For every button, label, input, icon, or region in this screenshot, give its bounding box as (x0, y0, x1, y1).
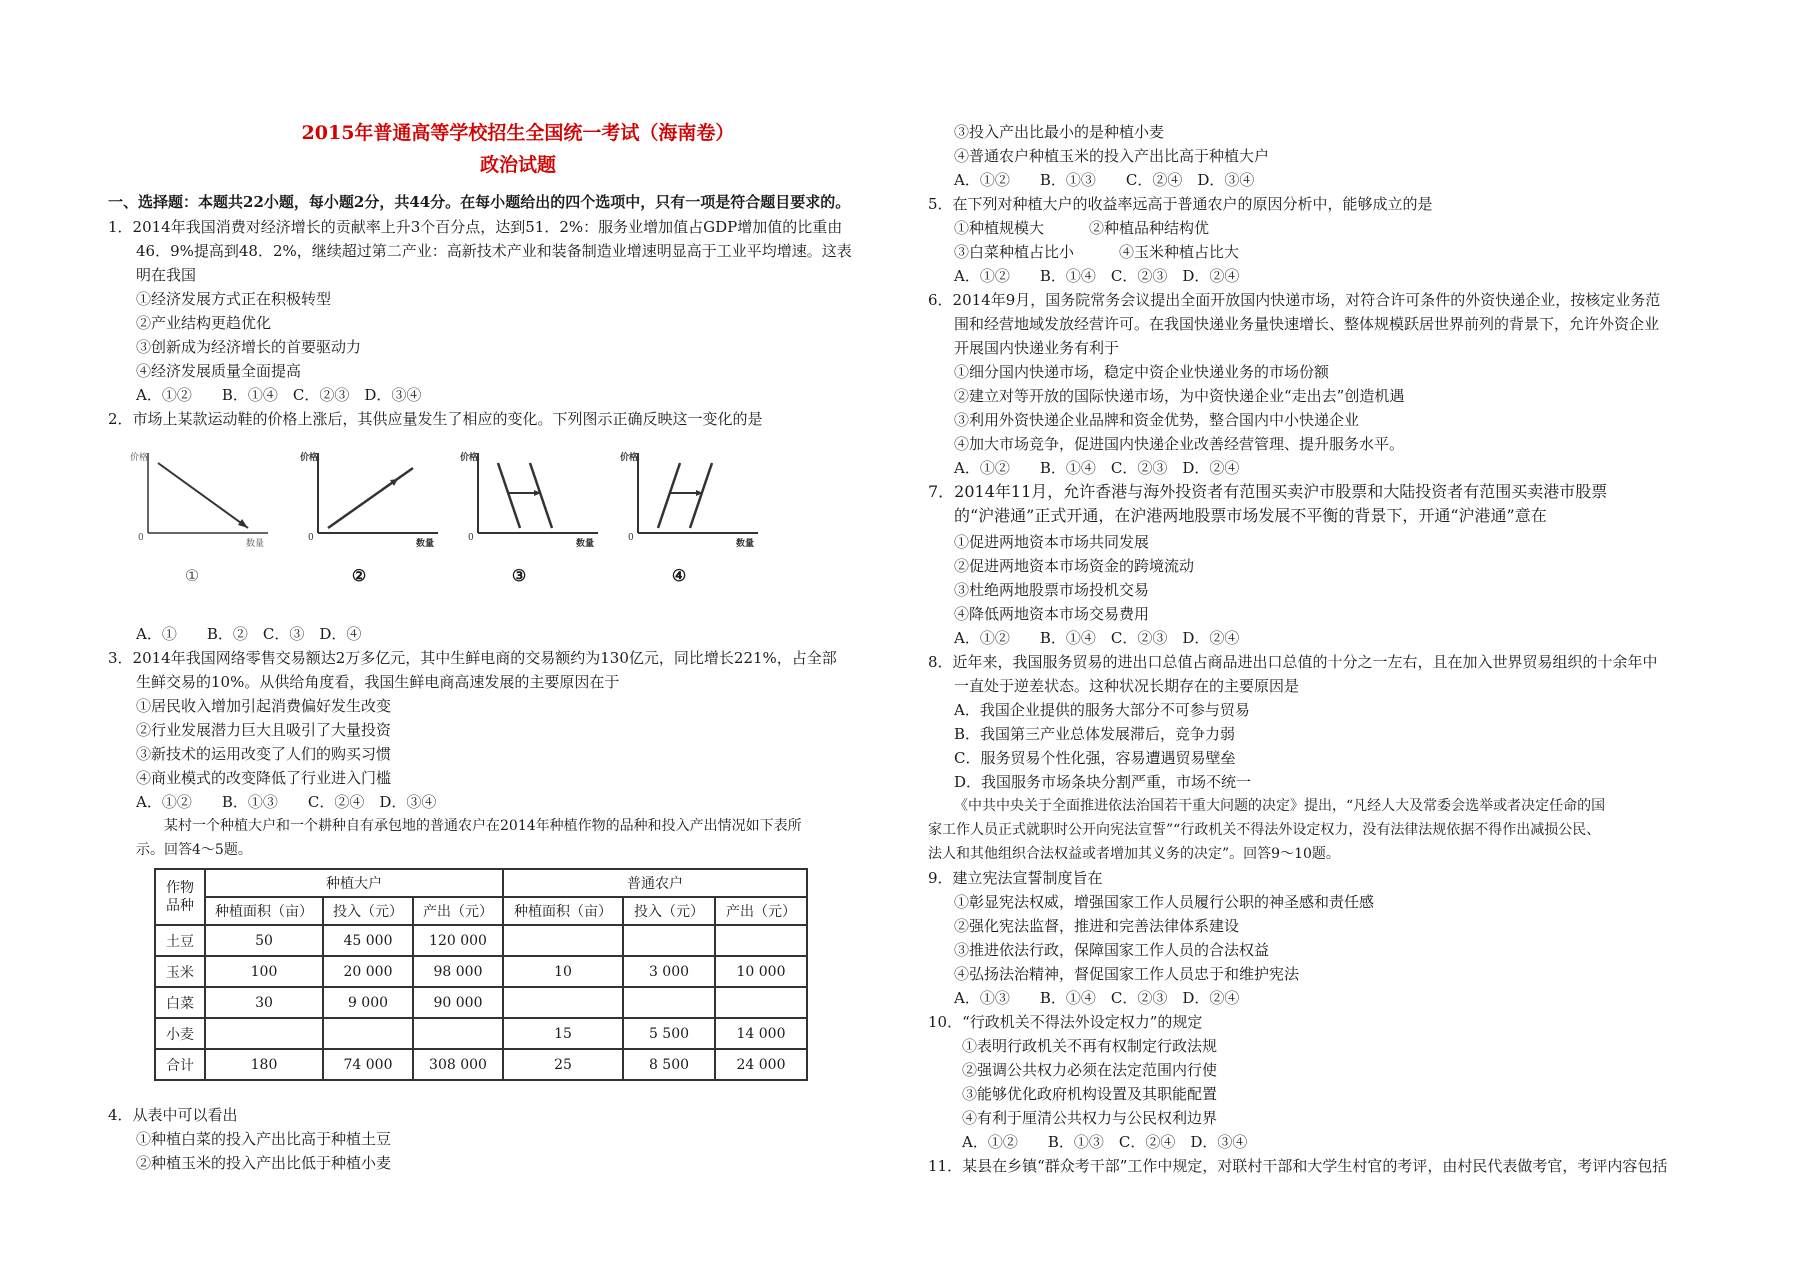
graph-4-origin: 0 (628, 533, 634, 543)
intro-9-10-line1: 《中共中央关于全面推进依法治国若干重大问题的决定》提出，“凡经人大及常委会选举或者决定任命的国 (954, 798, 1606, 814)
table-cell: 20 000 (323, 956, 413, 987)
table-col-2: 投入（元） (323, 897, 413, 925)
intro-9-10-line3: 法人和其他组织合法权益或者增加其义务的决定”。回答9～10题。 (928, 846, 1340, 862)
table-col-6: 产出（元） (715, 897, 807, 925)
q8-option-a: A．我国企业提供的服务大部分不可参与贸易 (954, 701, 1250, 719)
table-cell: 24 000 (715, 1049, 807, 1080)
q2-answers: A．① B．② C．③ D．④ (136, 625, 362, 643)
q8-stem-line2: 一直处于逆差状态。这种状况长期存在的主要原因是 (954, 677, 1300, 695)
intro-9-10-line2: 家工作人员正式就职时公开向宪法宣誓”“行政机关不得法外设定权力，没有法律法规依据不得作出减损公民、 (928, 822, 1601, 838)
q7-stem-line1: 7．2014年11月，允许香港与海外投资者有范围买卖沪市股票和大陆投资者有范围买卖港市股票 (928, 482, 1608, 501)
table-cell (623, 925, 715, 956)
table-cell: 90 000 (413, 987, 503, 1018)
q6-answers: A．①② B．①④ C．②③ D．②④ (954, 459, 1240, 477)
table-cell: 玉米 (155, 956, 205, 987)
q7-answers: A．①② B．①④ C．②③ D．②④ (954, 629, 1240, 647)
q9-option-4: ④弘扬法治精神，督促国家工作人员忠于和维护宪法 (954, 965, 1300, 983)
graph-3-price-label: 价格 (460, 453, 479, 463)
q1-stem-line3: 明在我国 (136, 266, 197, 284)
table-col-1: 种植面积（亩） (205, 897, 323, 925)
table-cell: 3 000 (623, 956, 715, 987)
q8-option-d: D．我国服务市场条块分割严重，市场不统一 (954, 773, 1252, 791)
table-cell: 45 000 (323, 925, 413, 956)
table-cell (503, 925, 623, 956)
graph-2-origin: 0 (308, 533, 314, 543)
table-group-2: 普通农户 (503, 869, 807, 897)
q1-option-2: ②产业结构更趋优化 (136, 314, 272, 332)
table-cell: 5 500 (623, 1018, 715, 1049)
graph-4-label: ④ (671, 566, 687, 585)
table-cell: 180 (205, 1049, 323, 1080)
q10-option-2: ②强调公共权力必须在法定范围内行使 (962, 1061, 1218, 1079)
graph-1-origin: 0 (138, 533, 144, 543)
table-col-3: 产出（元） (413, 897, 503, 925)
graph-3 (458, 448, 608, 548)
table-cell (205, 1018, 323, 1049)
table-row (155, 1049, 807, 1080)
table-row (155, 925, 807, 956)
q9-option-3: ③推进依法行政，保障国家工作人员的合法权益 (954, 941, 1270, 959)
q1-answers: A．①② B．①④ C．②③ D．③④ (136, 386, 422, 404)
graph-1 (128, 448, 278, 548)
q5-answers: A．①② B．①④ C．②③ D．②④ (954, 267, 1240, 285)
graph-1-label: ① (184, 566, 200, 585)
table-cell (503, 987, 623, 1018)
table-row (155, 987, 807, 1018)
q6-stem-line2: 围和经营地域发放经营许可。在我国快递业务量快速增长、整体规模跃居世界前列的背景下，允许外资企业 (954, 315, 1660, 333)
table-cell: 308 000 (413, 1049, 503, 1080)
q5-options-line2: ③白菜种植占比小 ④玉米种植占比大 (954, 243, 1240, 261)
q4-option-2: ②种植玉米的投入产出比低于种植小麦 (136, 1154, 392, 1172)
table-cell: 74 000 (323, 1049, 413, 1080)
q7-option-3: ③杜绝两地股票市场投机交易 (954, 581, 1150, 599)
q1-option-1: ①经济发展方式正在积极转型 (136, 290, 332, 308)
q7-option-4: ④降低两地资本市场交易费用 (954, 605, 1150, 623)
q10-option-3: ③能够优化政府机构设置及其职能配置 (962, 1085, 1218, 1103)
table-cell: 10 000 (715, 956, 807, 987)
table-row (155, 1018, 807, 1049)
q8-stem-line1: 8．近年来，我国服务贸易的进出口总值占商品进出口总值的十分之一左右，且在加入世界贸易组织的十余年中 (928, 653, 1658, 671)
q9-option-1: ①彰显宪法权威，增强国家工作人员履行公职的神圣感和责任感 (954, 893, 1375, 911)
q1-option-3: ③创新成为经济增长的首要驱动力 (136, 338, 362, 356)
table-group-1: 种植大户 (205, 869, 503, 897)
table-cell: 30 (205, 987, 323, 1018)
q6-stem-line1: 6．2014年9月，国务院常务会议提出全面开放国内快递市场，对符合许可条件的外资快递企业，按核定业务范 (928, 291, 1661, 309)
q9-option-2: ②强化宪法监督，推进和完善法律体系建设 (954, 917, 1240, 935)
q3-stem-line2: 生鲜交易的10%。从供给角度看，我国生鲜电商高速发展的主要原因在于 (136, 673, 620, 691)
table-cell (413, 1018, 503, 1049)
table-col-5: 投入（元） (623, 897, 715, 925)
table-cell (715, 925, 807, 956)
q3-answers: A．①② B．①③ C．②④ D．③④ (136, 793, 437, 811)
table-corner (155, 869, 205, 925)
graph-1-qty-label: 数量 (246, 539, 265, 548)
table-cell: 14 000 (715, 1018, 807, 1049)
q3-option-3: ③新技术的运用改变了人们的购买习惯 (136, 745, 392, 763)
q1-option-4: ④经济发展质量全面提高 (136, 362, 302, 380)
q4-stem: 4．从表中可以看出 (108, 1106, 238, 1124)
table-cell: 小麦 (155, 1018, 205, 1049)
q1-stem-line1: 1．2014年我国消费对经济增长的贡献率上升3个百分点，达到51．2%：服务业增加值占GDP增加值的比重由 (108, 218, 843, 236)
q11-stem: 11．某县在乡镇“群众考干部”工作中规定，对联村干部和大学生村官的考评，由村民代表做考官，考评内容包括 (928, 1157, 1668, 1175)
q3-stem-line1: 3．2014年我国网络零售交易额达2万多亿元，其中生鲜电商的交易额约为130亿元，同比增长221%，占全部 (108, 649, 837, 667)
q6-option-1: ①细分国内快递市场，稳定中资企业快递业务的市场份额 (954, 363, 1330, 381)
q5-options-line1: ①种植规模大 ②种植品种结构优 (954, 219, 1210, 237)
graph-3-label: ③ (511, 566, 527, 585)
graph-4-price-label: 价格 (620, 453, 639, 463)
table-cell: 9 000 (323, 987, 413, 1018)
table-cell (323, 1018, 413, 1049)
graph-3-qty-label: 数量 (576, 539, 595, 548)
graph-4 (618, 448, 768, 548)
table-cell: 8 500 (623, 1049, 715, 1080)
intro-4-5-line1: 某村一个种植大户和一个耕种自有承包地的普通农户在2014年种植作物的品种和投入产出情况如下表所 (164, 818, 802, 834)
q10-option-4: ④有利于厘清公共权力与公民权利边界 (962, 1109, 1218, 1127)
q7-option-2: ②促进两地资本市场资金的跨境流动 (954, 557, 1195, 575)
q6-option-3: ③利用外资快递企业品牌和资金优势，整合国内中小快递企业 (954, 411, 1360, 429)
q4-option-4: ④普通农户种植玉米的投入产出比高于种植大户 (954, 147, 1270, 165)
q7-stem-line2: 的“沪港通”正式开通，在沪港两地股票市场发展不平衡的背景下，开通“沪港通”意在 (954, 506, 1547, 525)
q3-option-4: ④商业模式的改变降低了行业进入门槛 (136, 769, 392, 787)
q2-graphs (128, 448, 848, 598)
q4-option-3: ③投入产出比最小的是种植小麦 (954, 123, 1165, 141)
q9-answers: A．①③ B．①④ C．②③ D．②④ (954, 989, 1240, 1007)
q8-option-c: C．服务贸易个性化强，容易遭遇贸易壁垒 (954, 749, 1236, 767)
graph-3-origin: 0 (468, 533, 474, 543)
graph-1-price-label: 价格 (130, 453, 149, 463)
crop-table (154, 868, 808, 1081)
table-cell: 10 (503, 956, 623, 987)
table-cell: 15 (503, 1018, 623, 1049)
graph-2-price-label: 价格 (300, 453, 319, 463)
table-cell: 98 000 (413, 956, 503, 987)
q7-option-1: ①促进两地资本市场共同发展 (954, 533, 1150, 551)
table-cell (623, 987, 715, 1018)
q4-answers: A．①② B．①③ C．②④ D．③④ (954, 171, 1255, 189)
table-corner-bottom: 品种 (166, 898, 194, 914)
q5-stem: 5．在下列对种植大户的收益率远高于普通农户的原因分析中，能够成立的是 (928, 195, 1433, 213)
q10-stem: 10．“行政机关不得法外设定权力”的规定 (928, 1013, 1203, 1031)
q6-option-4: ④加大市场竞争，促进国内快递企业改善经营管理、提升服务水平。 (954, 435, 1405, 453)
q6-stem-line3: 开展国内快递业务有利于 (954, 339, 1120, 357)
table-col-4: 种植面积（亩） (503, 897, 623, 925)
q1-stem-line2: 46．9%提高到48．2%，继续超过第二产业：高新技术产业和装备制造业增速明显高于工业平均增速。这表 (136, 242, 852, 260)
q10-option-1: ①表明行政机关不再有权制定行政法规 (962, 1037, 1218, 1055)
q4-option-1: ①种植白菜的投入产出比高于种植土豆 (136, 1130, 392, 1148)
q3-option-2: ②行业发展潜力巨大且吸引了大量投资 (136, 721, 392, 739)
graph-4-qty-label: 数量 (736, 539, 755, 548)
table-cell: 土豆 (155, 925, 205, 956)
table-corner-top: 作物 (166, 880, 194, 896)
q10-answers: A．①② B．①③ C．②④ D．③④ (962, 1133, 1248, 1151)
exam-subtitle: 政治试题 (479, 154, 556, 176)
table-row (155, 956, 807, 987)
table-cell: 白菜 (155, 987, 205, 1018)
q2-stem: 2．市场上某款运动鞋的价格上涨后，其供应量发生了相应的变化。下列图示正确反映这一变化的是 (108, 410, 763, 428)
table-cell: 120 000 (413, 925, 503, 956)
exam-title: 2015年普通高等学校招生全国统一考试（海南卷） (301, 122, 735, 144)
q6-option-2: ②建立对等开放的国际快递市场，为中资快递企业“走出去”创造机遇 (954, 387, 1405, 405)
graph-2-qty-label: 数量 (416, 539, 435, 548)
section-heading: 一、选择题：本题共22小题，每小题2分，共44分。在每小题给出的四个选项中，只有一项是符合题目要求的。 (108, 193, 851, 211)
table-cell: 25 (503, 1049, 623, 1080)
table-cell: 100 (205, 956, 323, 987)
q9-stem: 9．建立宪法宣誓制度旨在 (928, 869, 1103, 887)
table-cell: 合计 (155, 1049, 205, 1080)
table-cell (715, 987, 807, 1018)
graph-2 (298, 448, 448, 548)
table-cell: 50 (205, 925, 323, 956)
q8-option-b: B．我国第三产业总体发展滞后，竞争力弱 (954, 725, 1236, 743)
intro-4-5-line2: 示。回答4～5题。 (136, 842, 252, 858)
graph-2-label: ② (351, 566, 367, 585)
q3-option-1: ①居民收入增加引起消费偏好发生改变 (136, 697, 392, 715)
